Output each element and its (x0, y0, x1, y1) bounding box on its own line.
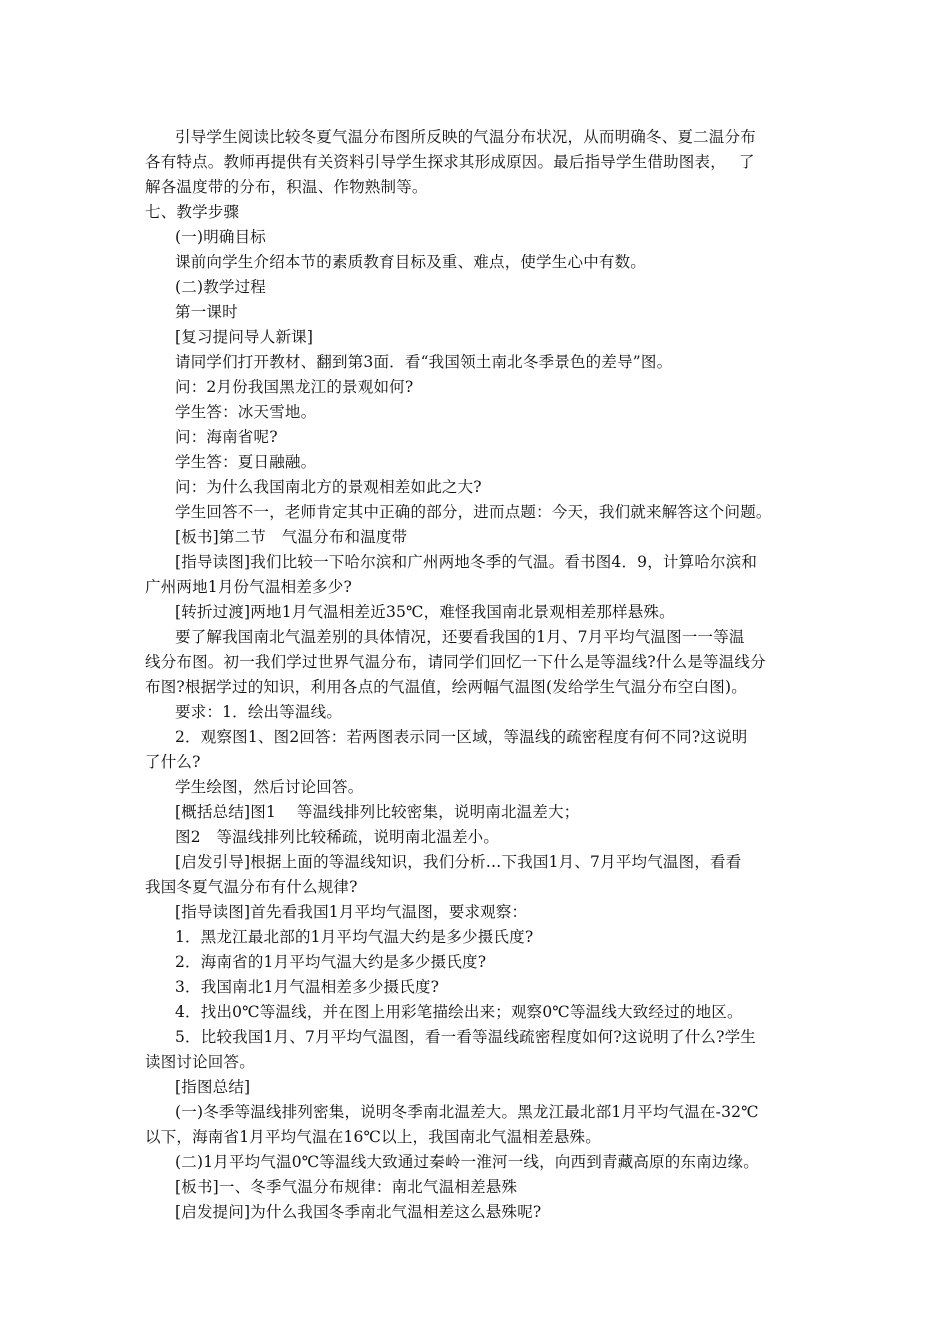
text-line: 我国冬夏气温分布有什么规律? (145, 878, 358, 896)
text-line: [启发提问]为什么我国冬季南北气温相差这么悬殊呢? (175, 1203, 542, 1221)
text-line: 请同学们打开教材、翻到第3面．看“我国领土南北冬季景色的差导”图。 (175, 353, 673, 371)
text-line: 了什么? (145, 753, 201, 771)
text-line: 要了解我国南北气温差别的具体情况，还要看我国的1月、7月平均气温图一一等温 (175, 628, 745, 646)
text-line: (二)1月平均气温0℃等温线大致通过秦岭一淮河一线，向西到青藏高原的东南边缘。 (175, 1153, 759, 1171)
text-line: 问：2月份我国黑龙江的景观如何? (175, 378, 414, 396)
text-line: 图2 等温线排列比较稀疏，说明南北温差小。 (175, 828, 500, 846)
text-line: 七、教学步骤 (145, 203, 240, 221)
text-line: (一)冬季等温线排列密集，说明冬季南北温差大。黑龙江最北部1月平均气温在-32℃ (175, 1103, 759, 1121)
text-line: 读图讨论回答。 (145, 1053, 255, 1071)
text-line: [指导读图]我们比较一下哈尔滨和广州两地冬季的气温。看书图4．9，计算哈尔滨和 (175, 553, 758, 571)
text-line: 4．找出0℃等温线，并在图上用彩笔描绘出来；观察0℃等温线大致经过的地区。 (175, 1003, 743, 1021)
text-line: 学生答：冰天雪地。 (175, 403, 317, 421)
text-line: 学生回答不一，老师肯定其中正确的部分，进而点题：今天，我们就来解答这个问题。 (175, 503, 772, 521)
text-line: 各有特点。教师再提供有关资料引导学生探求其形成原因。最后指导学生借助图表， 了 (145, 153, 755, 171)
text-line: 学生答：夏日融融。 (175, 453, 317, 471)
text-line: 布图?根据学过的知识，利用各点的气温值，绘两幅气温图(发给学生气温分布空白图)。 (145, 678, 747, 696)
text-line: (二)教学过程 (175, 278, 266, 296)
text-line: 学生绘图，然后讨论回答。 (175, 778, 364, 796)
text-line: [板书]一、冬季气温分布规律：南北气温相差悬殊 (175, 1178, 518, 1196)
text-line: 要求：1．绘出等温线。 (175, 703, 343, 721)
text-line: 2．观察图1、图2回答：若两图表示同一区域，等温线的疏密程度有何不同?这说明 (175, 728, 748, 746)
text-line: [启发引导]根据上面的等温线知识，我们分析…下我国1月、7月平均气温图，看看 (175, 853, 742, 871)
text-line: 3．我国南北1月气温相差多少摄氏度? (175, 978, 440, 996)
text-line: [概括总结]图1 等温线排列比较密集，说明南北温差大； (175, 803, 580, 821)
text-line: (一)明确目标 (175, 228, 266, 246)
text-line: 问：海南省呢? (175, 428, 278, 446)
text-line: 2．海南省的1月平均气温大约是多少摄氏度? (175, 953, 487, 971)
text-line: [转折过渡]两地1月气温相差近35℃，难怪我国南北景观相差那样悬殊。 (175, 603, 675, 621)
text-line: [复习提问导人新课] (175, 328, 314, 346)
text-line: 引导学生阅读比较冬夏气温分布图所反映的气温分布状况，从而明确冬、夏二温分布 (175, 128, 756, 146)
text-line: [指图总结] (175, 1078, 251, 1096)
text-line: 线分布图。初一我们学过世界气温分布，请同学们回忆一下什么是等温线?什么是等温线分 (145, 653, 766, 671)
text-line: 广州两地1月份气温相差多少? (145, 578, 352, 596)
text-line: [板书]第二节 气温分布和温度带 (175, 528, 408, 546)
text-line: 第一课时 (175, 303, 238, 321)
text-line: [指导读图]首先看我国1月平均气温图，要求观察： (175, 903, 528, 921)
text-line: 以下，海南省1月平均气温在16℃以上，我国南北气温相差悬殊。 (145, 1128, 601, 1146)
text-line: 课前向学生介绍本节的素质教育目标及重、难点，使学生心中有数。 (175, 253, 647, 271)
text-line: 5．比较我国1月、7月平均气温图，看一看等温线疏密程度如何?这说明了什么?学生 (175, 1028, 757, 1046)
text-line: 解各温度带的分布，积温、作物熟制等。 (145, 178, 428, 196)
text-line: 问：为什么我国南北方的景观相差如此之大? (175, 478, 482, 496)
text-line: 1．黑龙江最北部的1月平均气温大约是多少摄氏度? (175, 928, 534, 946)
